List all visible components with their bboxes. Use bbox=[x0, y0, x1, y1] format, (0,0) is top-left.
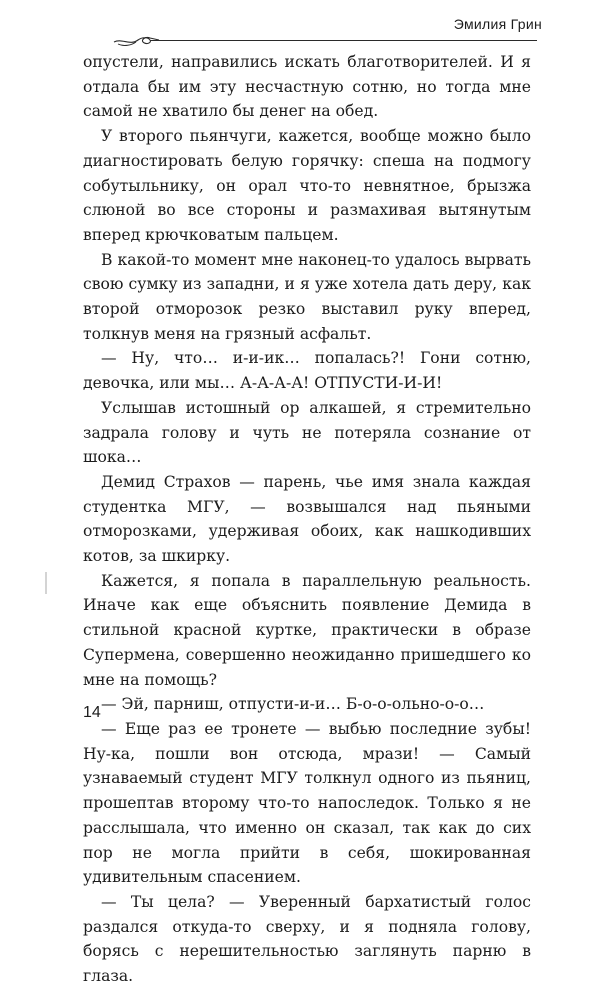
paragraph: — Эй, парниш, отпусти-и-и… Б-о-о-ольно-о-о… bbox=[101, 695, 485, 714]
page-number: 14 bbox=[83, 704, 101, 721]
paragraph: Услышав истошный ор алкашей, я стремительно задрала голову и чуть не потеряла сознание от шока… bbox=[83, 398, 531, 467]
margin-mark bbox=[45, 572, 47, 594]
paragraph: У второго пьянчуги, кажется, вообще можно было диагностировать белую горячку: спеша на подмогу собутыльнику, он орал что-то невнятное, брызжа слюной во все стороны и размахивая вытянутым вперед крючковатым пальцем. bbox=[83, 127, 531, 244]
running-head-author: Эмилия Грин bbox=[453, 16, 542, 32]
paragraph: — Ну, что… и-и-ик… попалась?! Гони сотню, девочка, или мы… А-А-А-А! ОТПУСТИ-И-И! bbox=[83, 349, 531, 393]
paragraph: опустели, направились искать благотворителей. И я отдала бы им эту несчастную сотню, но тогда мне самой не хватило бы денег на обед. bbox=[83, 53, 531, 121]
header-rule bbox=[150, 40, 537, 41]
paragraph: В какой-то момент мне наконец-то удалось вырвать свою сумку из западни, и я уже хотела дать деру, как второй отморозок резко выставил руку вперед, толкнув меня на грязный асфальт. bbox=[83, 250, 531, 343]
paragraph: — Ты цела? — Уверенный бархатистый голос раздался откуда-то сверху, и я подняла голову, борясь с нерешительностью заглянуть парню в глаза. bbox=[83, 892, 531, 986]
body-text bbox=[83, 50, 531, 989]
paragraph: Демид Страхов — парень, чье имя знала каждая студентка МГУ, — возвышался над пьяными отморозками, удерживая обоих, как нашкодивших котов, за шкирку. bbox=[83, 472, 531, 566]
paragraph: — Еще раз ее тронете — выбью последние зубы! Ну-ка, пошли вон отсюда, мрази! — Самый узнаваемый студент МГУ толкнул одного из пьяниц, прошептав второму что-то напоследок. Только я не расслышала, что именно он сказал, так как до сих пор не могла прийти в себя, шокированная удивительным спасением. bbox=[83, 719, 531, 887]
paragraph: Кажется, я попала в параллельную реальность. Иначе как еще объяснить появление Демида в стильной красной куртке, практически в образе Супермена, совершенно неожиданно пришедшего ко мне на помощь? bbox=[83, 571, 531, 689]
